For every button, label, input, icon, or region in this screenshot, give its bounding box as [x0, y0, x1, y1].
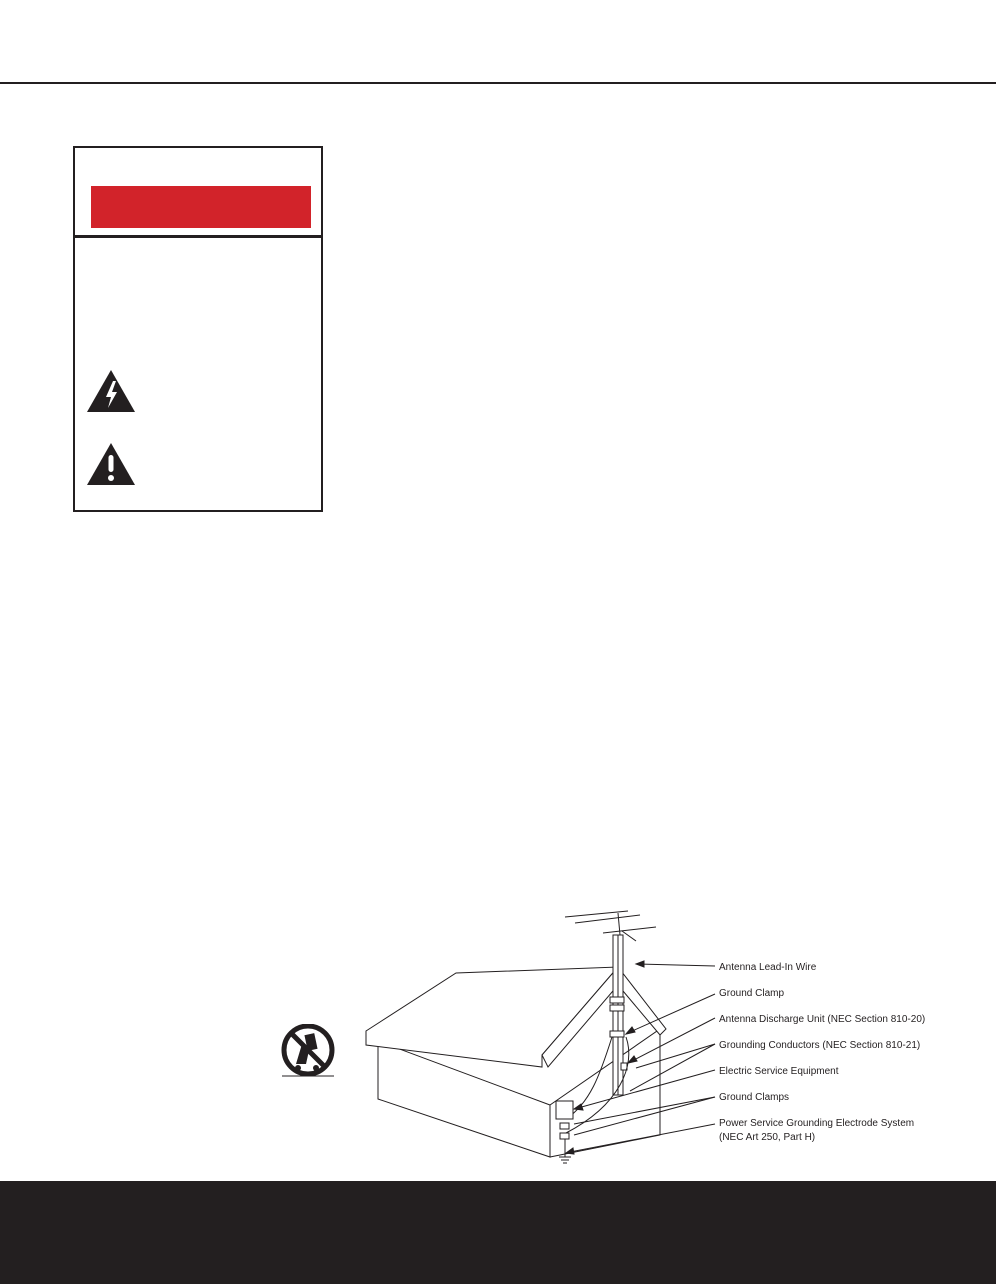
antenna-grounding-diagram: [360, 905, 960, 1177]
cart-tip-over-icon: [280, 1024, 336, 1078]
house-icon: [366, 935, 666, 1157]
label-ground-clamp: Ground Clamp: [719, 988, 785, 999]
label-ground-clamps: Ground Clamps: [719, 1092, 790, 1103]
label-grounding-conductors: Grounding Conductors (NEC Section 810-21): [719, 1040, 921, 1051]
label-nec-art-250: (NEC Art 250, Part H): [719, 1132, 816, 1143]
label-antenna-discharge-unit: Antenna Discharge Unit (NEC Section 810-20): [719, 1014, 926, 1025]
caution-banner: [91, 186, 311, 228]
antenna-icon: [565, 911, 656, 957]
header-rule: [0, 82, 996, 84]
label-power-service-grounding: Power Service Grounding Electrode System: [719, 1118, 915, 1129]
lightning-triangle-icon: [85, 368, 137, 414]
label-antenna-lead-in-wire: Antenna Lead-In Wire: [719, 962, 817, 973]
footer-band: [0, 1181, 996, 1284]
caution-divider: [75, 235, 321, 238]
label-electric-service-equipment: Electric Service Equipment: [719, 1066, 839, 1077]
caution-panel: [73, 146, 323, 512]
exclamation-triangle-icon: [85, 441, 137, 487]
